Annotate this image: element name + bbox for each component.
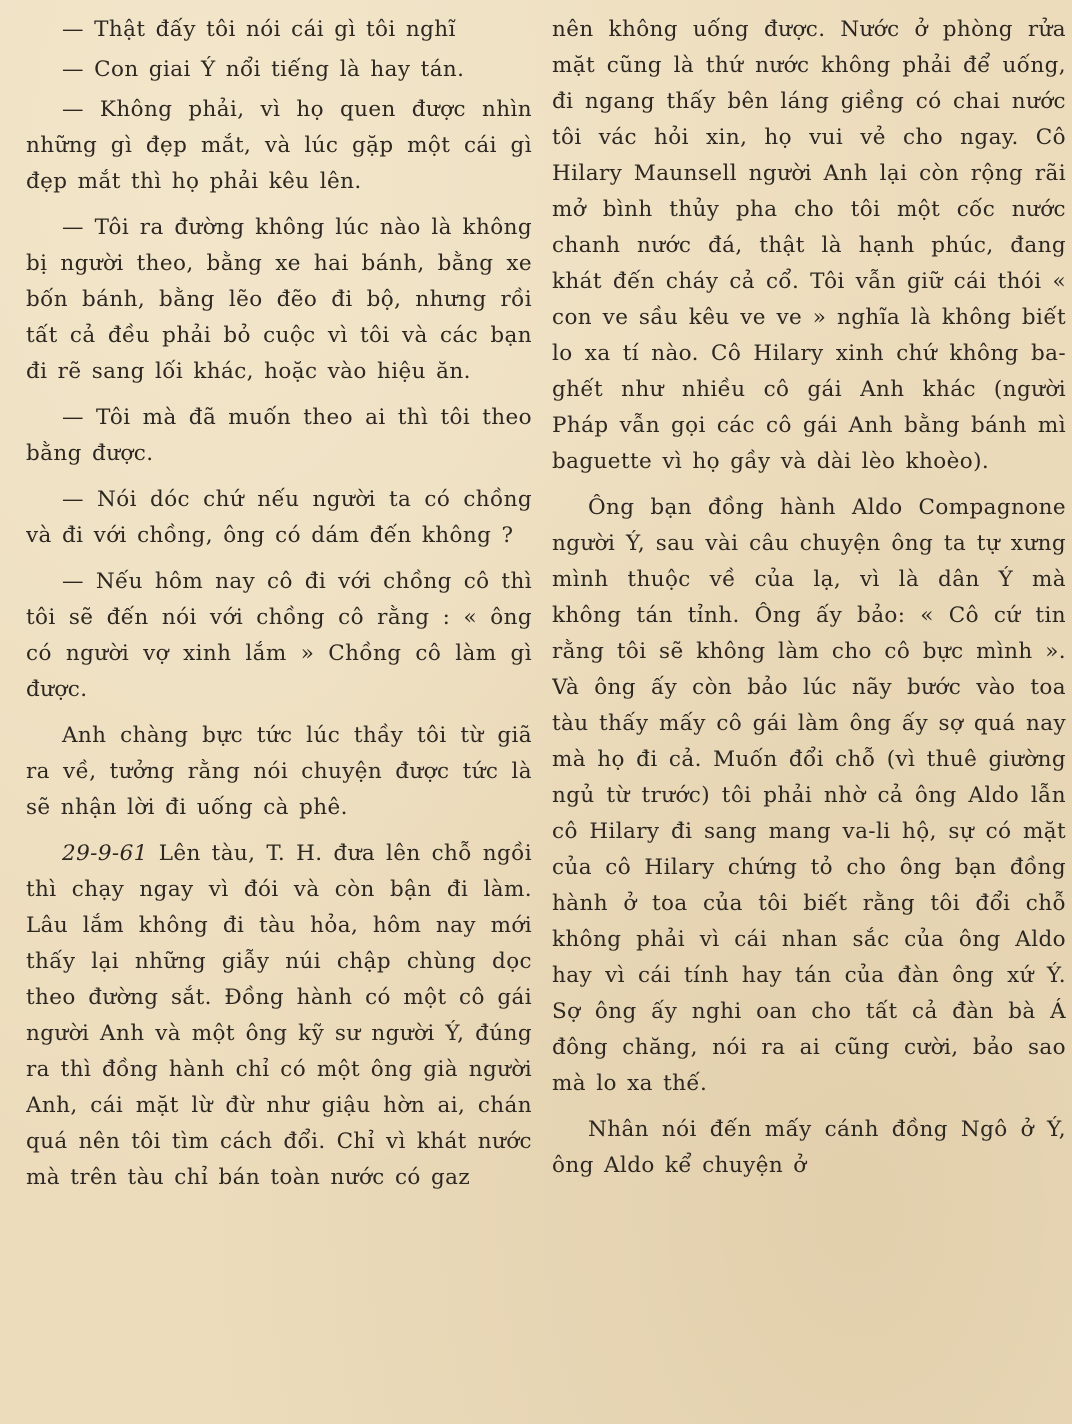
dialogue-paragraph: — Tôi mà đã muốn theo ai thì tôi theo bằng được. [26,405,532,466]
left-column [26,8,532,1424]
narrative-paragraph: Nhân nói đến mấy cánh đồng Ngô ở Ý, ông Aldo kể chuyện ở [552,1117,1066,1178]
diary-entry-text: Lên tàu, T. H. đưa lên chỗ ngồi thì chạy ngay vì đói và còn bận đi làm. Lâu lắm không đi tàu hỏa, hôm nay mới thấy lại những giẫy núi chập chùng dọc theo đường sắt. Đồng hành có một cô gái người Anh và một ông kỹ sư người Ý, đúng ra thì đồng hành chỉ có một ông già người Anh, cái mặt lừ đừ như giậu hờn ai, chán quá nên tôi tìm cách đổi. Chỉ vì khát nước mà trên tàu chỉ bán toàn nước có gaz [26,841,532,1190]
dialogue-paragraph: — Tôi ra đường không lúc nào là không bị người theo, bằng xe hai bánh, bằng xe bốn bánh, bằng lẽo đẽo đi bộ, nhưng rồi tất cả đều phải bỏ cuộc vì tôi và các bạn đi rẽ sang lối khác, hoặc vào hiệu ăn. [26,215,532,384]
dialogue-paragraph: — Thật đấy tôi nói cái gì tôi nghĩ [62,17,456,42]
dialogue-paragraph: — Không phải, vì họ quen được nhìn những gì đẹp mắt, và lúc gặp một cái gì đẹp mắt thì họ phải kêu lên. [26,97,532,194]
dialogue-paragraph: — Nếu hôm nay cô đi với chồng cô thì tôi sẽ đến nói với chồng cô rằng : « ông có người vợ xinh lắm » Chồng cô làm gì được. [26,569,532,702]
text-columns [26,8,1066,1424]
diary-date: 29-9-61 [62,841,148,866]
right-column [552,8,1066,1424]
continued-paragraph: nên không uống được. Nước ở phòng rửa mặt cũng là thứ nước không phải để uống, đi ngang thấy bên láng giềng có chai nước tôi vác hỏi xin, họ vui vẻ cho ngay. Cô Hilary Maunsell người Anh lại còn rộng rãi mở bình thủy pha cho tôi một cốc nước chanh nước đá, thật là hạnh phúc, đang khát đến cháy cả cổ. Tôi vẫn giữ cái thói « con ve sầu kêu ve ve » nghĩa là không biết lo xa tí nào. Cô Hilary xinh chứ không ba-ghết như nhiều cô gái Anh khác (người Pháp vẫn gọi các cô gái Anh bằng bánh mì baguette vì họ gầy và dài lèo khoèo). [552,17,1066,474]
narrative-paragraph: Anh chàng bực tức lúc thầy tôi từ giã ra về, tưởng rằng nói chuyện được tức là sẽ nhận lời đi uống cà phê. [26,723,532,820]
diary-entry-paragraph [26,836,532,1196]
dialogue-paragraph: — Nói dóc chứ nếu người ta có chồng và đi với chồng, ông có dám đến không ? [26,487,532,548]
dialogue-paragraph: — Con giai Ý nổi tiếng là hay tán. [62,57,465,82]
narrative-paragraph: Ông bạn đồng hành Aldo Compagnone người Ý, sau vài câu chuyện ông ta tự xưng mình thuộc về của lạ, vì là dân Ý mà không tán tỉnh. Ông ấy bảo: « Cô cứ tin rằng tôi sẽ không làm cho cô bực mình ». Và ông ấy còn bảo lúc nãy bước vào toa tàu thấy mấy cô gái làm ông ấy sợ quá nay mà họ đi cả. Muốn đổi chỗ (vì thuê giường ngủ từ trước) tôi phải nhờ cả ông Aldo lẫn cô Hilary đi sang mang va-li hộ, sự có mặt của cô Hilary chứng tỏ cho ông bạn đồng hành ở toa của tôi biết rằng tôi đổi chỗ không phải vì cái nhan sắc của ông Aldo hay vì cái tính hay tán của đàn ông xứ Ý. Sợ ông ấy nghi oan cho tất cả đàn bà Á đông chăng, nói ra ai cũng cười, bảo sao mà lo xa thế. [552,495,1066,1096]
